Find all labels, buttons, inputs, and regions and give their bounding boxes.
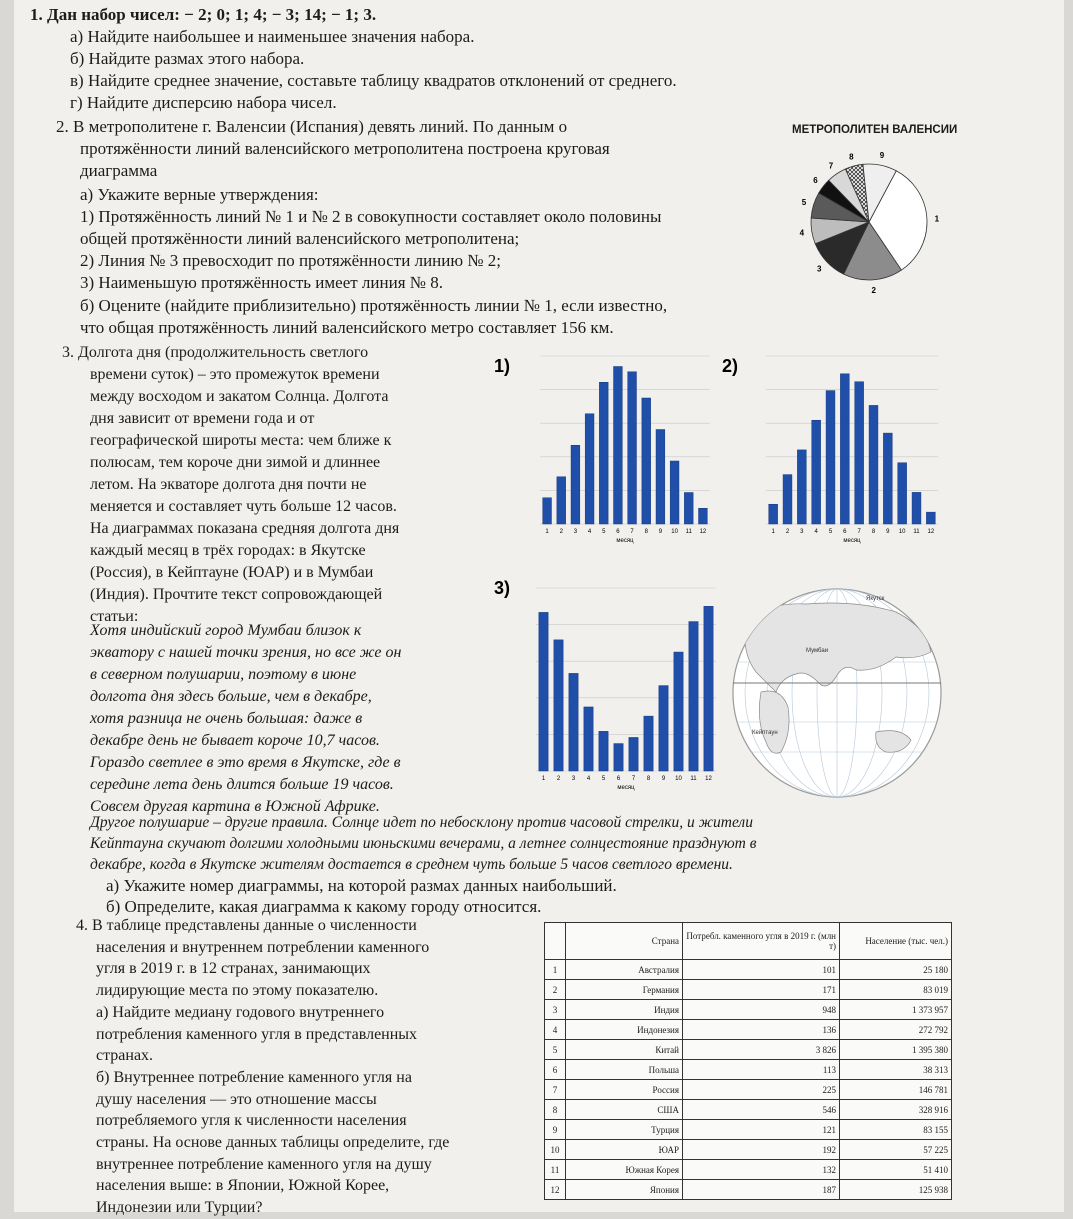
task2-line-5: общей протяжённости линий валенсийского метрополитена; bbox=[80, 229, 520, 248]
task4-line-13: Индонезии или Турции? bbox=[96, 1199, 263, 1217]
x-tick-label: 12 bbox=[705, 776, 712, 782]
task3-question-b: б) Определите, какая диаграмма к какому городу относится. bbox=[106, 897, 542, 916]
x-axis-label: месяц bbox=[843, 538, 861, 544]
coal-cell: 113 bbox=[683, 1060, 840, 1080]
x-tick-label: 11 bbox=[685, 529, 692, 535]
country-cell: Южная Корея bbox=[566, 1160, 683, 1180]
task3-line-10: (Россия), в Кейптауне (ЮАР) и в Мумбаи bbox=[90, 564, 374, 581]
coal-cell: 948 bbox=[683, 1000, 840, 1020]
x-tick-label: 8 bbox=[871, 529, 876, 535]
bar-month-1 bbox=[543, 498, 552, 524]
x-tick-label: 9 bbox=[886, 529, 890, 535]
row-number: 4 bbox=[545, 1020, 566, 1040]
bar-month-3 bbox=[571, 445, 580, 524]
task4-line-12: населения выше: в Японии, Южной Корее, bbox=[96, 1177, 390, 1195]
x-tick-label: 2 bbox=[785, 529, 790, 535]
table-row bbox=[545, 1060, 952, 1080]
x-tick-label: 12 bbox=[699, 529, 707, 535]
task3-line-1: времени суток) – это промежуток времени bbox=[90, 366, 380, 383]
coal-cell: 136 bbox=[683, 1020, 840, 1040]
bar-month-6 bbox=[614, 744, 623, 771]
population-cell: 25 180 bbox=[840, 960, 952, 980]
daylength-chart-3 bbox=[492, 568, 722, 798]
x-tick-label: 7 bbox=[630, 529, 634, 535]
bar-month-4 bbox=[812, 420, 821, 524]
task2-line-6: 2) Линия № 3 превосходит по протяжённости линию № 2; bbox=[80, 251, 502, 270]
daylength-chart-1 bbox=[492, 346, 714, 551]
row-number: 5 bbox=[545, 1040, 566, 1060]
task2-line-4: 1) Протяжённость линий № 1 и № 2 в совокупности составляет около половины bbox=[80, 207, 662, 226]
country-cell: Россия bbox=[566, 1080, 683, 1100]
task4-line-0: 4. В таблице представлены данные о численности bbox=[76, 917, 417, 934]
population-cell: 38 313 bbox=[840, 1060, 952, 1080]
coal-cell: 3 826 bbox=[683, 1040, 840, 1060]
task3-line-12: статьи: bbox=[90, 608, 139, 625]
bar-month-1 bbox=[539, 612, 548, 771]
task1-line-3: в) Найдите среднее значение, составьте таблицу квадратов отклонений от среднего. bbox=[70, 71, 677, 90]
bar-month-7 bbox=[628, 372, 637, 524]
row-number: 10 bbox=[545, 1140, 566, 1160]
bar-month-4 bbox=[585, 414, 594, 524]
pie-label-4: 4 bbox=[799, 228, 805, 238]
x-tick-label: 3 bbox=[800, 529, 804, 535]
bar-month-7 bbox=[629, 737, 638, 771]
task3-line-11: (Индия). Прочтите текст сопровождающей bbox=[90, 586, 383, 603]
task1-line-4: г) Найдите дисперсию набора чисел. bbox=[70, 93, 337, 112]
pie-label-6: 6 bbox=[813, 176, 818, 186]
country-cell: Турция bbox=[566, 1120, 683, 1140]
bar-month-2 bbox=[557, 477, 566, 524]
bar-month-2 bbox=[783, 475, 792, 524]
x-tick-label: 3 bbox=[573, 529, 578, 535]
globe-map bbox=[726, 582, 948, 804]
table-row bbox=[545, 1000, 952, 1020]
x-tick-label: 8 bbox=[646, 776, 651, 782]
task3-line-2: между восходом и закатом Солнца. Долгота bbox=[90, 388, 389, 405]
population-cell: 1 373 957 bbox=[840, 1000, 952, 1020]
bar-month-10 bbox=[674, 652, 683, 771]
task2-line-7: 3) Наименьшую протяжённость имеет линия № 8. bbox=[80, 273, 444, 292]
population-cell: 57 225 bbox=[840, 1140, 952, 1160]
country-cell: Австралия bbox=[566, 960, 683, 980]
bar-month-5 bbox=[599, 382, 608, 524]
row-number: 1 bbox=[545, 960, 566, 980]
x-tick-label: 1 bbox=[541, 776, 546, 782]
bar-month-12 bbox=[699, 508, 708, 524]
table-row bbox=[545, 960, 952, 980]
bar-month-10 bbox=[898, 463, 907, 524]
x-tick-label: 11 bbox=[913, 529, 920, 535]
task3-quote-line-7: середине лета день длится больше 19 часов. bbox=[90, 776, 394, 793]
task3-line-9: каждый месяц в трёх городах: в Якутске bbox=[90, 542, 366, 559]
task3-quote-wide-1: Кейптауна скучают долгими холодными июньскими вечерами, а летнее солнцестояние празднуют в bbox=[90, 835, 757, 852]
x-tick-label: 2 bbox=[559, 529, 563, 535]
task3-quote-line-1: экватору с нашей точки зрения, но все же он bbox=[90, 644, 402, 661]
chart-number-label: 1) bbox=[494, 356, 511, 376]
country-cell: Германия bbox=[566, 980, 683, 1000]
population-cell: 328 916 bbox=[840, 1100, 952, 1120]
bar-month-10 bbox=[670, 461, 679, 524]
x-tick-label: 5 bbox=[828, 529, 833, 535]
x-tick-label: 8 bbox=[644, 529, 648, 535]
coal-cell: 546 bbox=[683, 1100, 840, 1120]
x-tick-label: 6 bbox=[616, 529, 620, 535]
map-label-capetown: Кейптаун bbox=[752, 730, 778, 736]
metro-pie-chart bbox=[784, 140, 954, 310]
row-number: 7 bbox=[545, 1080, 566, 1100]
table-row bbox=[545, 1120, 952, 1140]
task4-line-10: страны. На основе данных таблицы определите, где bbox=[96, 1134, 450, 1151]
table-row bbox=[545, 1100, 952, 1120]
x-axis-label: месяц bbox=[617, 785, 635, 791]
country-cell: Польша bbox=[566, 1060, 683, 1080]
bar-month-11 bbox=[689, 622, 698, 771]
x-tick-label: 6 bbox=[843, 529, 847, 535]
row-number: 9 bbox=[545, 1120, 566, 1140]
bar-month-6 bbox=[840, 374, 849, 524]
task3-line-6: летом. На экваторе долгота дня почти не bbox=[90, 476, 367, 493]
bar-month-8 bbox=[642, 398, 651, 524]
bar-month-11 bbox=[912, 492, 921, 524]
coal-cell: 132 bbox=[683, 1160, 840, 1180]
task4-line-7: б) Внутреннее потребление каменного угля на bbox=[96, 1068, 412, 1086]
table-row bbox=[545, 1160, 952, 1180]
bar-month-1 bbox=[769, 504, 778, 524]
country-cell: Китай bbox=[566, 1040, 683, 1060]
pie-label-3: 3 bbox=[817, 264, 822, 274]
task3-line-5: полюсам, тем короче дни зимой и длиннее bbox=[90, 454, 381, 471]
task4-line-3: лидирующие места по этому показателю. bbox=[96, 982, 379, 1000]
task3-quote-line-6: Гораздо светлее в это время в Якутске, где в bbox=[90, 754, 401, 771]
table-row bbox=[545, 1020, 952, 1040]
population-cell: 83 019 bbox=[840, 980, 952, 1000]
population-cell: 125 938 bbox=[840, 1180, 952, 1200]
task3-line-7: меняется и составляет чуть больше 12 часов. bbox=[90, 498, 397, 515]
bar-month-3 bbox=[569, 673, 578, 771]
row-number: 11 bbox=[545, 1160, 566, 1180]
pie-label-1: 1 bbox=[934, 214, 940, 224]
task2-line-9: что общая протяжённость линий валенсийского метро составляет 156 км. bbox=[80, 318, 614, 337]
population-cell: 272 792 bbox=[840, 1020, 952, 1040]
country-cell: Индонезия bbox=[566, 1020, 683, 1040]
x-tick-label: 10 bbox=[675, 776, 682, 782]
task3-quote-wide-2: декабре, когда в Якутске жителям достается в среднем чуть больше 5 часов светлого времени. bbox=[90, 856, 733, 873]
pie-label-5: 5 bbox=[801, 198, 807, 208]
task4-line-2: угля в 2019 г. в 12 странах, занимающих bbox=[96, 960, 371, 978]
bar-month-11 bbox=[684, 493, 693, 525]
task3-quote-line-3: долгота дня здесь больше, чем в декабре, bbox=[90, 688, 372, 705]
x-tick-label: 2 bbox=[556, 776, 561, 782]
x-tick-label: 1 bbox=[545, 529, 549, 535]
task1-line-2: б) Найдите размах этого набора. bbox=[70, 49, 305, 68]
worksheet-page bbox=[14, 0, 1064, 1217]
x-tick-label: 11 bbox=[690, 776, 697, 782]
task2-line-0: 2. В метрополитене г. Валенсии (Испания) девять линий. По данным о bbox=[56, 117, 568, 136]
bar-month-12 bbox=[704, 606, 713, 771]
chart-number-label: 3) bbox=[494, 578, 511, 598]
x-tick-label: 9 bbox=[661, 776, 666, 782]
bar-month-7 bbox=[855, 382, 864, 524]
country-cell: Индия bbox=[566, 1000, 683, 1020]
map-label-yakutsk: Якутск bbox=[866, 596, 885, 602]
table-row bbox=[545, 1080, 952, 1100]
coal-cell: 187 bbox=[683, 1180, 840, 1200]
task3-line-8: На диаграммах показана средняя долгота дня bbox=[90, 520, 400, 537]
task4-line-6: странах. bbox=[96, 1047, 154, 1065]
bar-month-9 bbox=[659, 686, 668, 771]
coal-cell: 101 bbox=[683, 960, 840, 980]
coal-cell: 121 bbox=[683, 1120, 840, 1140]
coal-cell: 171 bbox=[683, 980, 840, 1000]
row-number: 12 bbox=[545, 1180, 566, 1200]
country-cell: Япония bbox=[566, 1180, 683, 1200]
task1-line-1: а) Найдите наибольшее и наименьшее значения набора. bbox=[70, 27, 475, 46]
country-cell: ЮАР bbox=[566, 1140, 683, 1160]
row-number: 3 bbox=[545, 1000, 566, 1020]
pie-label-7: 7 bbox=[828, 161, 834, 171]
x-tick-label: 7 bbox=[631, 776, 636, 782]
task3-quote-wide-0: Другое полушарие – другие правила. Солнце идет по небосклону против часовой стрелки, и жители bbox=[90, 814, 753, 831]
task2-line-1: протяжённости линий валенсийского метрополитена построена круговая bbox=[80, 139, 610, 158]
table-row bbox=[545, 1180, 952, 1200]
x-tick-label: 9 bbox=[658, 529, 663, 535]
bar-month-9 bbox=[656, 430, 665, 525]
bar-month-9 bbox=[883, 433, 892, 524]
bar-month-8 bbox=[869, 405, 878, 524]
task4-line-5: потребления каменного угля в представленных bbox=[96, 1025, 418, 1043]
x-tick-label: 12 bbox=[927, 529, 935, 535]
bar-month-5 bbox=[826, 391, 835, 524]
task3-quote-line-8: Совсем другая картина в Южной Африке. bbox=[90, 798, 380, 815]
population-cell: 1 395 380 bbox=[840, 1040, 952, 1060]
x-tick-label: 3 bbox=[571, 776, 576, 782]
x-tick-label: 4 bbox=[814, 529, 818, 535]
task4-line-11: внутреннее потребление каменного угля на душу bbox=[96, 1155, 432, 1173]
pie-label-9: 9 bbox=[879, 151, 885, 161]
task3-quote-line-4: хотя разница не очень большая: даже в bbox=[90, 710, 363, 727]
table-row bbox=[545, 980, 952, 1000]
x-tick-label: 5 bbox=[602, 529, 606, 535]
bar-month-8 bbox=[644, 716, 653, 771]
task3-line-4: географической широты места: чем ближе к bbox=[90, 432, 392, 449]
x-tick-label: 1 bbox=[771, 529, 775, 535]
coal-cell: 192 bbox=[683, 1140, 840, 1160]
chart-number-label: 2) bbox=[722, 356, 739, 376]
task3-quote-line-0: Хотя индийский город Мумбаи близок к bbox=[90, 622, 362, 639]
population-cell: 83 155 bbox=[840, 1120, 952, 1140]
header-coal: Потребл. каменного угля в 2019 г. (млн т) bbox=[683, 923, 840, 960]
bar-month-2 bbox=[554, 640, 563, 771]
bar-month-12 bbox=[926, 512, 935, 524]
coal-cell: 225 bbox=[683, 1080, 840, 1100]
task3-line-0: 3. Долгота дня (продолжительность светлого bbox=[62, 344, 369, 361]
population-cell: 51 410 bbox=[840, 1160, 952, 1180]
row-number: 8 bbox=[545, 1100, 566, 1120]
task2-line-8: б) Оцените (найдите приблизительно) протяжённость линии № 1, если известно, bbox=[80, 296, 668, 315]
header-country: Страна bbox=[566, 923, 683, 960]
bar-month-5 bbox=[599, 731, 608, 771]
task3-question-a: а) Укажите номер диаграммы, на которой размах данных наибольший. bbox=[106, 876, 617, 895]
table-header-row bbox=[545, 923, 952, 960]
pie-title: МЕТРОПОЛИТЕН ВАЛЕНСИИ bbox=[792, 124, 958, 136]
row-number: 2 bbox=[545, 980, 566, 1000]
coal-table bbox=[544, 922, 952, 1200]
task3-quote-line-5: декабре день не бывает короче 10,7 часов. bbox=[90, 732, 380, 749]
x-tick-label: 5 bbox=[601, 776, 606, 782]
x-tick-label: 7 bbox=[857, 529, 861, 535]
row-number: 6 bbox=[545, 1060, 566, 1080]
pie-label-2: 2 bbox=[871, 285, 876, 295]
pie-label-8: 8 bbox=[849, 152, 854, 162]
task4-line-1: населения и внутреннем потреблении каменного bbox=[96, 938, 430, 956]
task3-line-3: дня зависит от времени года и от bbox=[90, 410, 315, 427]
x-tick-label: 10 bbox=[898, 529, 906, 535]
x-tick-label: 10 bbox=[671, 529, 678, 535]
task4-line-8: душу населения — это отношение массы bbox=[96, 1090, 377, 1108]
map-label-mumbai: Мумбаи bbox=[806, 648, 829, 654]
table-row bbox=[545, 1040, 952, 1060]
header-population: Население (тыс. чел.) bbox=[840, 923, 952, 960]
task4-line-4: а) Найдите медиану годового внутреннего bbox=[96, 1003, 385, 1021]
bar-month-3 bbox=[797, 450, 806, 524]
task2-line-2: диаграмма bbox=[80, 161, 158, 180]
table-row bbox=[545, 1140, 952, 1160]
country-cell: США bbox=[566, 1100, 683, 1120]
bar-month-4 bbox=[584, 707, 593, 771]
x-tick-label: 6 bbox=[616, 776, 621, 782]
bar-month-6 bbox=[614, 367, 623, 525]
daylength-chart-2 bbox=[720, 346, 945, 551]
task2-line-3: а) Укажите верные утверждения: bbox=[80, 185, 319, 204]
x-tick-label: 4 bbox=[586, 776, 591, 782]
x-axis-label: месяц bbox=[616, 538, 634, 544]
task3-quote-line-2: в северном полушарии, поэтому в июне bbox=[90, 666, 357, 683]
task4-line-9: потребляемого угля к численности населения bbox=[96, 1112, 407, 1130]
task1-line-0: 1. Дан набор чисел: − 2; 0; 1; 4; − 3; 14; − 1; 3. bbox=[30, 5, 377, 24]
population-cell: 146 781 bbox=[840, 1080, 952, 1100]
x-tick-label: 4 bbox=[587, 529, 592, 535]
